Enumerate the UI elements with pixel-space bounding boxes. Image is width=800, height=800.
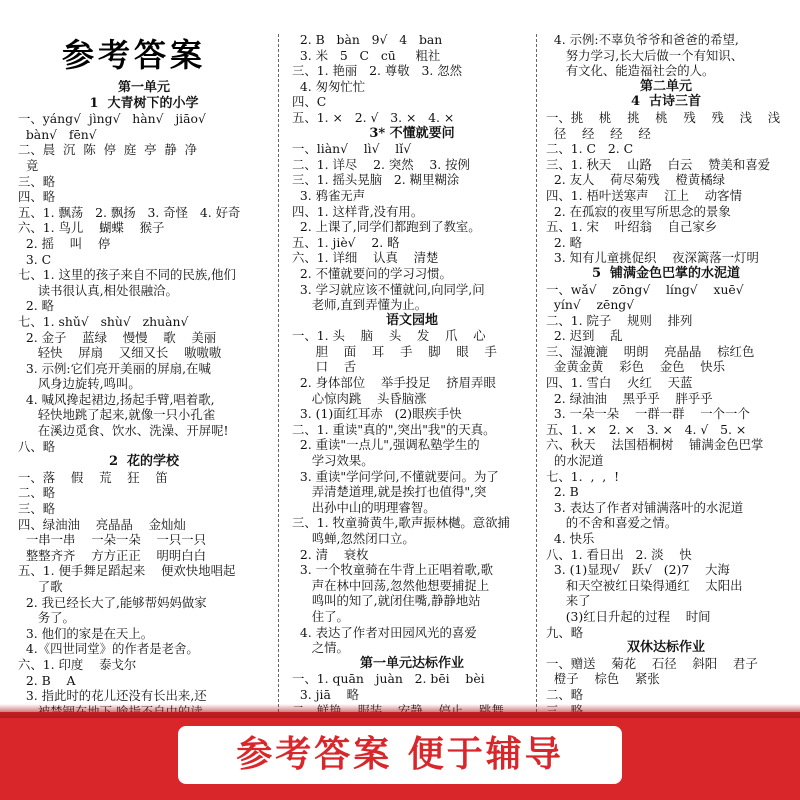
answer-line: 一串一串 一朵一朵 一只一只 [18,532,207,548]
answer-line: 五、1. 宋 叶绍翁 自己家乡 [546,219,718,235]
lesson-heading: 4 古诗三首 [630,94,702,110]
answer-line: 3. 学习就应该不懂就问,向同学,问 [292,281,485,297]
answer-line: 六、秋天 法国梧桐树 铺满金色巴掌 [546,437,764,453]
banner-text: 参考答案 便于辅导 [236,734,564,775]
answer-line: 2. 迟到 乱 [546,328,623,344]
answer-line: 鸣叫的知了,就闭住嘴,静静地站 [292,593,481,609]
answer-line: 二、1. C 2. C [546,141,634,157]
answer-line: 一、1. quān juàn 2. bēi bèi [292,671,485,687]
answer-line: 口 舌 [292,359,357,375]
answer-line: 来了 [546,593,591,609]
lesson-heading: 双休达标作业 [626,640,705,656]
answer-line: 五、1. 便手舞足蹈起来 便欢快地唱起 [18,563,236,579]
answer-line: 务了。 [18,610,75,626]
answer-line: 六、1. 印度 泰戈尔 [18,656,137,672]
answer-line: 金黄金黄 彩色 金色 快乐 [546,359,726,375]
answer-line: 出孙中山的明理睿智。 [292,499,436,515]
answer-line: 2. 绿油油 黑乎乎 胖乎乎 [546,390,713,406]
answer-line: 胆 面 耳 手 脚 眼 手 [292,343,497,359]
column-divider [278,34,279,712]
answer-line: 4. 匆匆忙忙 [292,78,366,94]
answer-line: 二、1. 院子 规则 排列 [546,312,693,328]
answer-line: 八、1. 看日出 2. 淡 快 [546,546,692,562]
answer-line: 三、1. 秋天 山路 白云 赞美和喜爱 [546,156,771,172]
answer-line: 2. 在孤寂的夜里写所思念的景象 [546,203,731,219]
promo-banner [0,712,800,800]
answer-line: 整整齐齐 方方正正 明明白白 [18,547,207,563]
answer-line: 有文化、能造福社会的人。 [546,63,715,79]
answer-line: 一、赠送 菊花 石径 斜阳 君子 [546,655,758,671]
answer-line: 3. 示例:它们亮开美丽的屏扇,在喊 [18,360,211,376]
answer-line: 轻快地跳了起来,就像一只小孔雀 [18,407,216,423]
answer-line: 七、1. shǔ√ shù√ zhuàn√ [18,313,189,329]
answer-line: 橙子 棕色 紧张 [546,671,660,687]
answer-line: 一、1. 头 脑 头 发 爪 心 [292,328,486,344]
answer-line: 一、挑 桃 挑 桃 残 残 浅 浅 [546,109,781,125]
answer-line: 2. 清 衰枚 [292,546,369,562]
answer-line: 三、略 [18,173,56,189]
answer-line: 4. 示例:不辜负爷爷和爸爸的希望, [546,32,739,47]
answer-line: 一、yáng√ jìng√ hàn√ jiāo√ [18,111,206,127]
answer-line: 五、1. jiè√ 2. 略 [292,234,400,250]
answer-line: 一、wǎ√ zōng√ líng√ xuē√ [546,281,744,297]
lesson-heading: 3* 不懂就要问 [369,125,455,141]
answer-line: 2. B bàn 9√ 4 ban [292,32,443,47]
page-title: 参考答案 [62,36,207,74]
answer-line: 竟 [18,157,39,173]
answer-line: 3. (1)面红耳赤 (2)眼疾手快 [292,406,462,422]
answer-line: 三、略 [18,501,56,517]
answer-line: 八、略 [18,438,56,454]
answer-line: 3. (1)显现√ 跃√ (2)7 大海 [546,562,730,578]
answer-line: 一、liàn√ lì√ lǐ√ [292,141,412,157]
answer-line: (3)红日升起的过程 时间 [546,608,711,624]
answer-line: 3. 一朵一朵 一群一群 一个一个 [546,406,750,422]
answer-line: 2. 不懂就要问的学习习惯。 [292,265,452,281]
answer-line: 3. 指此时的花儿还没有长出来,还 [18,688,207,704]
answer-line: 五、1. × 2. × 3. × 4. √ 5. × [546,421,747,437]
lesson-heading: 2 花的学校 [108,454,180,470]
unit-heading: 第二单元 [639,78,692,94]
answer-line: 3. 鸦雀无声 [292,187,366,203]
answer-line: 的不舍和喜爱之情。 [546,515,678,531]
answer-line: 2. B A [18,672,76,688]
answer-line: 3. 他们的家是在天上。 [18,625,154,641]
answer-line: 2. 友人 荷尽菊残 橙黄橘绿 [546,172,726,188]
answer-line: 五、1. 飘荡 2. 飘扬 3. 奇怪 4. 好奇 [18,204,241,220]
answer-line: 四、略 [18,189,56,205]
answer-line: 2. 略 [18,298,55,314]
lesson-heading: 语文园地 [385,312,438,328]
answer-line: 七、1. , , ! [546,468,620,484]
answer-line: 3. 一个牧童骑在牛背上正唱着歌,歌 [292,562,494,578]
answer-line: 2. 略 [546,234,583,250]
answer-line: 轻快 屏扇 又细又长 嗷嗷嗷 [18,345,222,361]
answer-column-3 [546,32,786,712]
answer-line: 2. 我已经长大了,能够帮妈妈做家 [18,594,207,610]
answer-line: 的水泥道 [546,453,604,469]
answer-line: 三、1. 牧童骑黄牛,歌声振林樾。意欲捕 [292,515,510,531]
answer-line: 3. 表达了作者对铺满落叶的水泥道 [546,499,744,515]
answer-line: 住了。 [292,608,349,624]
answer-line: 六、1. 详细 认真 清楚 [292,250,439,266]
answer-line: yín√ zēng√ [546,297,635,313]
answer-line: 三、1. 艳丽 2. 尊敬 3. 忽然 [292,63,463,79]
answer-line: 九、略 [546,624,584,640]
unit-heading: 第一单元 [117,80,170,95]
lesson-heading: 5 铺满金色巴掌的水泥道 [591,265,741,281]
answer-line: 二、晨 沉 陈 停 庭 亭 静 净 [18,142,198,158]
answer-line: 六、1. 鸟儿 蝴蝶 猴子 [18,220,165,236]
answer-line: 3. C [18,251,52,267]
answer-line: 4.《四世同堂》的作者是老舍。 [18,641,199,657]
answer-line: 2. 摇 叫 停 [18,235,111,251]
answer-line: 三、湿漉漉 明朗 亮晶晶 棕红色 [546,343,755,359]
answer-line: 3. 重读"学问学问,不懂就要问。为了 [292,468,499,484]
answer-line: 弄清楚道理,就是挨打也值得",突 [292,484,487,500]
lesson-heading: 第一单元达标作业 [359,655,464,671]
answer-line: 三、1. 摇头晃脑 2. 糊里糊涂 [292,172,460,188]
answer-line: 2. 金子 蓝绿 慢慢 歌 美丽 [18,329,217,345]
answer-line: 2. B [546,484,579,500]
answer-line: 四、1. 梧叶送寒声 江上 动客情 [546,187,742,203]
answer-line: 学习效果。 [292,453,374,469]
answer-line: 二、略 [546,686,584,702]
answer-line: 2. 身体部位 举手投足 挤眉弄眼 [292,375,496,391]
answer-line: 四、C [292,94,327,110]
answer-line: 3. 知有儿童挑促织 夜深篱落一灯明 [546,250,759,266]
answer-line: 声在林中回荡,忽然他想要捕捉上 [292,577,490,593]
answer-line: 在溪边觅食、饮水、洗澡、开屏呢! [18,423,229,439]
answer-line: 2. 重读"一点儿",强调私塾学生的 [292,437,480,453]
answer-line: 之情。 [292,640,349,656]
answer-line: 径 经 经 经 [546,125,651,141]
answer-line: 3. jiā 略 [292,686,359,702]
answer-line: bàn√ fēn√ [18,126,97,142]
answer-line: 五、1. × 2. √ 3. × 4. × [292,109,455,125]
answer-line: 了歌 [18,579,63,594]
answer-line: 心惊肉跳 头昏脑涨 [292,390,427,406]
answer-line: 二、略 [18,485,56,501]
answer-line: 鸣蝉,忽然闭口立。 [292,531,415,546]
answer-line: 努力学习,长大后做一个有知识、 [546,47,744,63]
answer-line: 风身边旋转,鸣叫。 [18,376,141,392]
answer-line: 七、1. 这里的孩子来自不同的民族,他们 [18,267,236,283]
answer-line: 四、1. 这样背,没有用。 [292,203,424,219]
answer-line: 读书很认真,相处很融洽。 [18,282,178,298]
lesson-heading: 1 大青树下的小学 [89,95,199,111]
answer-line: 和天空被红日染得通红 太阳出 [546,577,743,593]
answer-line: 二、1. 详尽 2. 突然 3. 按例 [292,156,470,172]
answer-line: 2. 上课了,同学们都跑到了教室。 [292,219,481,235]
answer-line: 一、落 假 荒 狂 笛 [18,469,168,485]
answer-line: 二、1. 重读"真的",突出"我"的天真。 [292,421,496,437]
column-divider [536,34,537,712]
answer-column-2 [292,32,532,712]
answer-line: 4. 表达了作者对田园风光的喜爱 [292,624,477,640]
answer-line: 3. 米 5 C cū 粗社 [292,47,441,63]
answer-line: 四、1. 雪白 火红 天蓝 [546,375,693,391]
answer-line: 4. 快乐 [546,531,595,546]
banner-panel [178,726,622,784]
answer-line: 四、绿油油 亮晶晶 金灿灿 [18,516,186,532]
answer-line: 老师,直到弄懂为止。 [292,297,428,313]
answer-line: 4. 喊风搀起裙边,扬起手臂,唱着歌, [18,391,215,407]
answer-column-1 [18,80,270,712]
